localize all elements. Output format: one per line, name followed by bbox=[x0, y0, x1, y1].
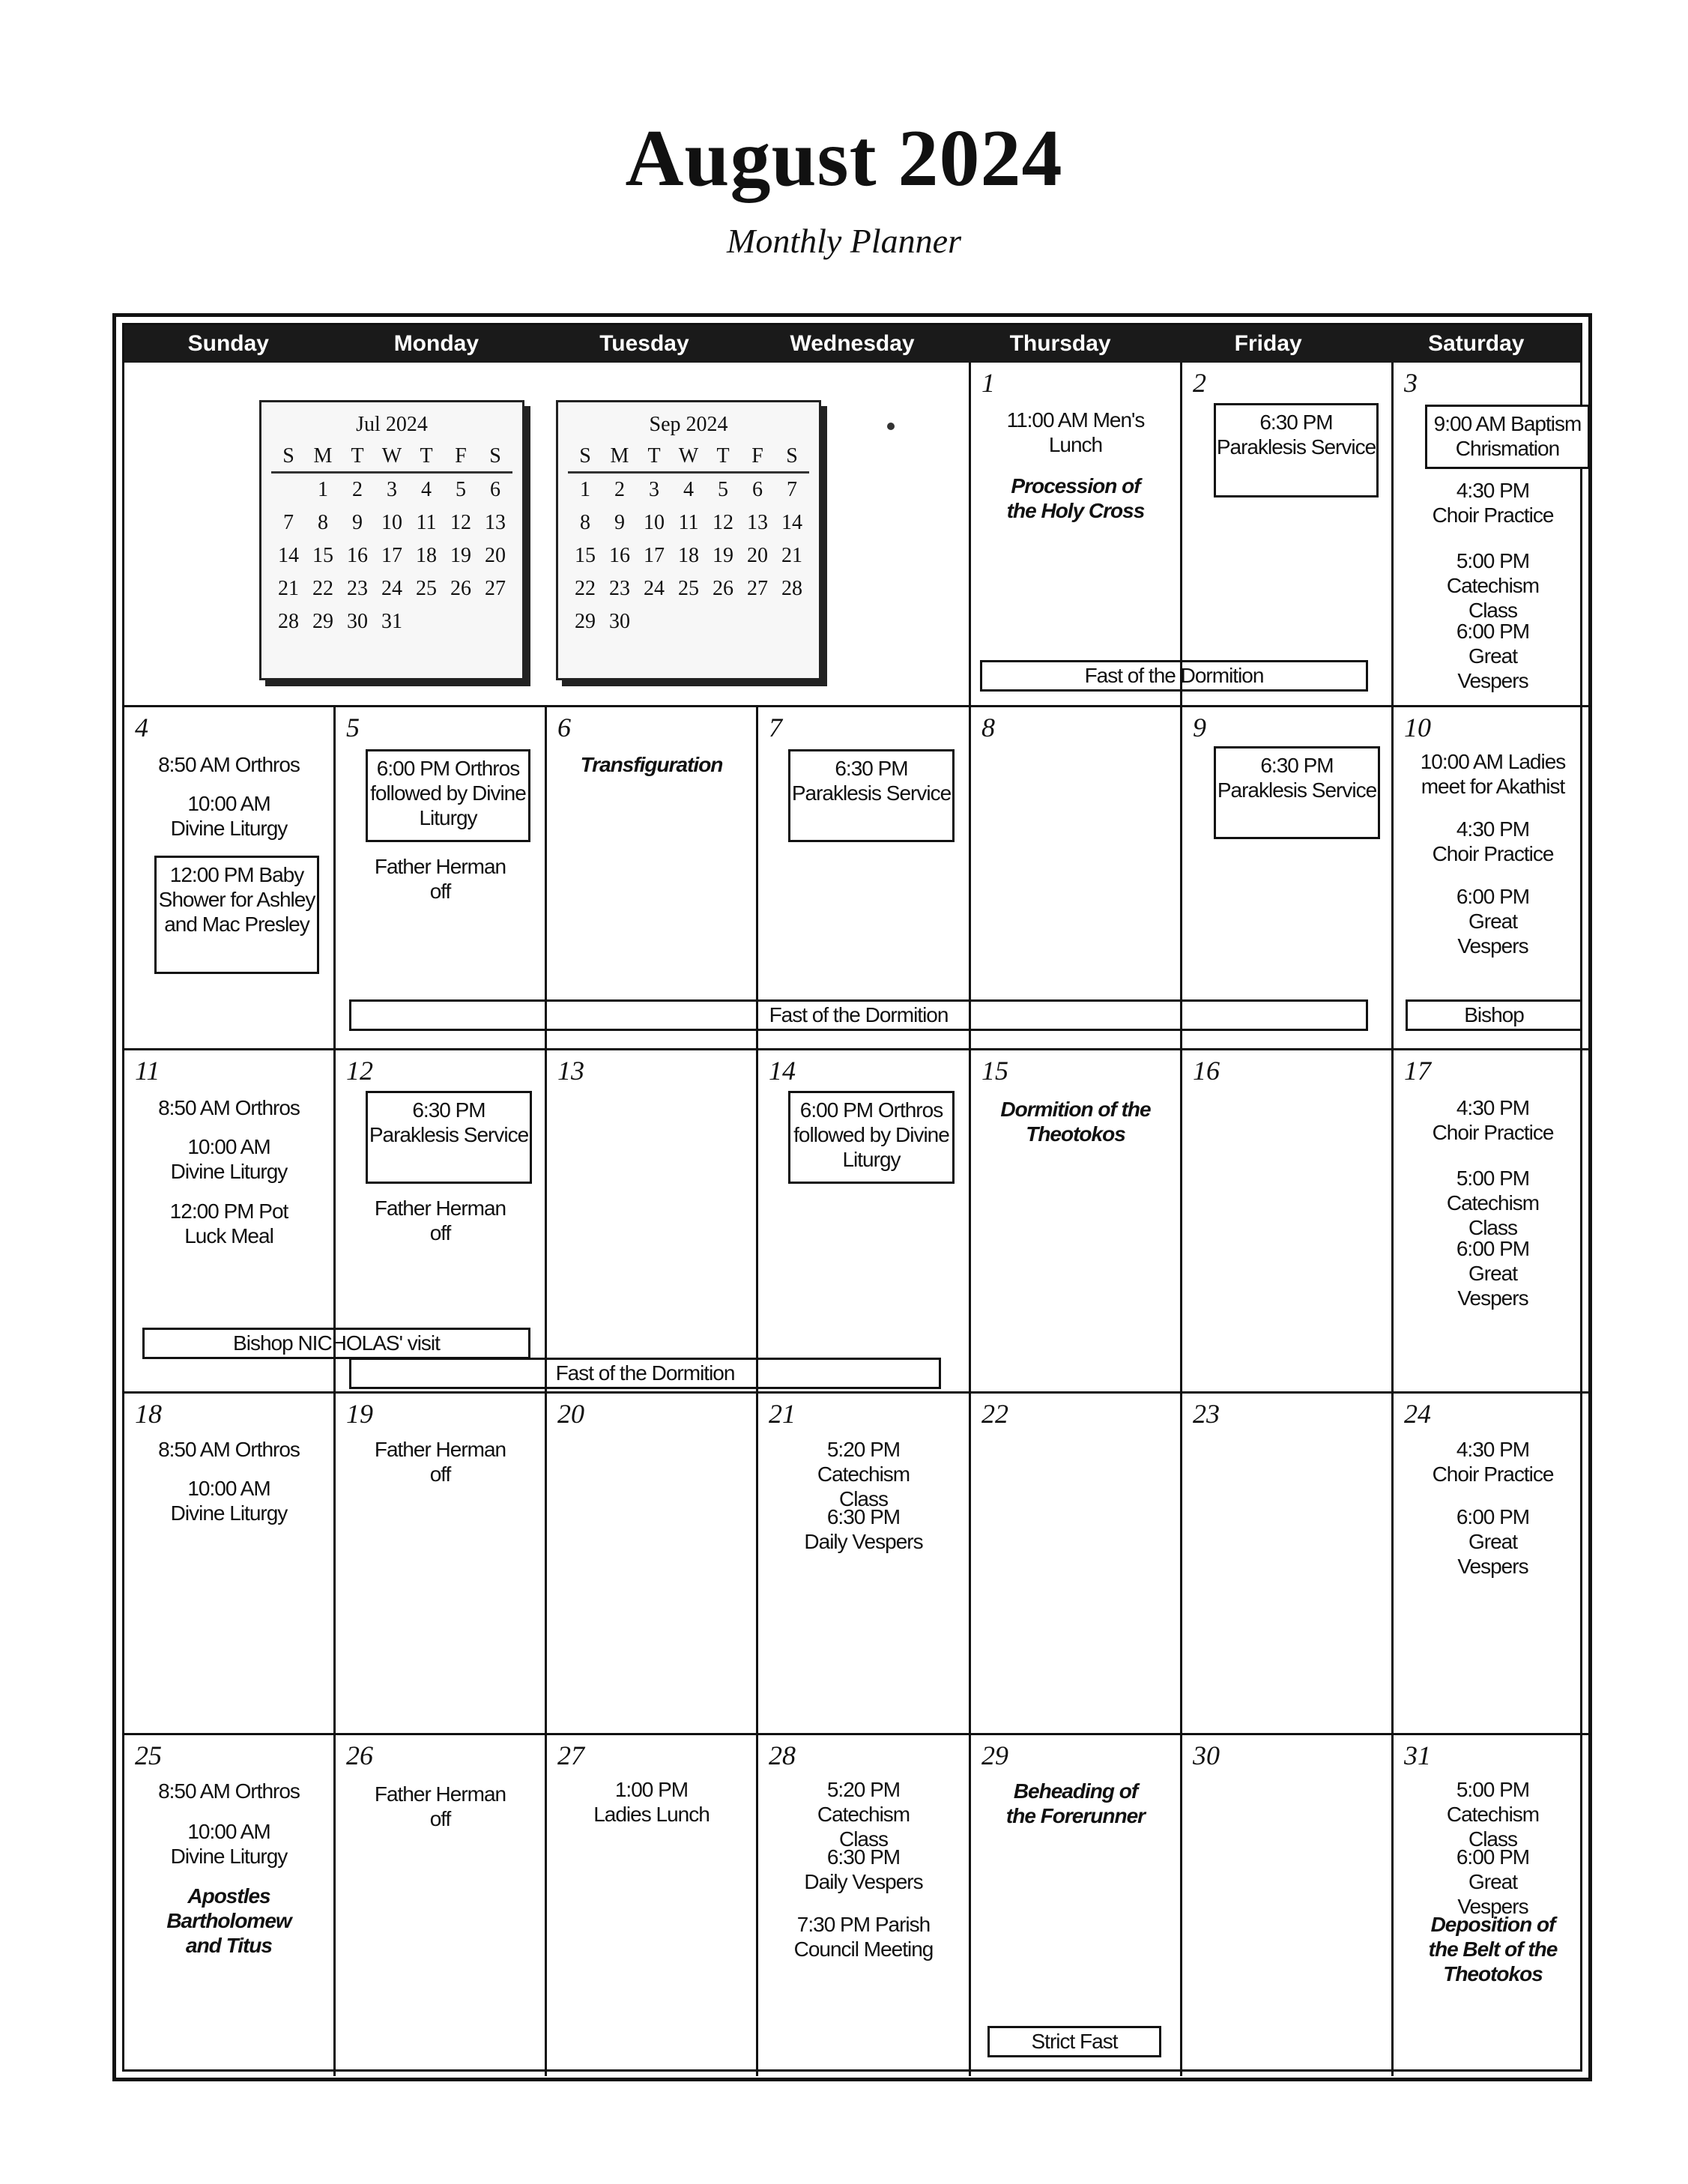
fast-banner: Fast of the Dormition bbox=[349, 1358, 941, 1389]
day-number: 31 bbox=[1404, 1740, 1431, 1770]
mini-day: 10 bbox=[381, 511, 402, 534]
day-number: 23 bbox=[1193, 1399, 1220, 1429]
mini-head: T bbox=[409, 441, 444, 473]
day-cell-25[interactable] bbox=[124, 1735, 336, 2076]
day-cell-22[interactable] bbox=[971, 1394, 1182, 1735]
mini-day: 15 bbox=[312, 544, 333, 567]
day-number: 2 bbox=[1193, 368, 1206, 398]
mini-day: 1 bbox=[580, 478, 590, 501]
mini-day bbox=[444, 605, 478, 638]
feast-text: Deposition of the Belt of the Theotokos bbox=[1428, 1913, 1558, 1985]
day-cell-16[interactable] bbox=[1182, 1050, 1394, 1394]
weekday-monday: Monday bbox=[393, 331, 480, 356]
event-text: 6:00 PM Great Vespers bbox=[1456, 885, 1530, 958]
mini-day: 2 bbox=[352, 478, 363, 501]
mini-head: F bbox=[444, 441, 478, 473]
feast-text: Procession of the Holy Cross bbox=[1006, 474, 1145, 522]
page-subtitle: Monthly Planner bbox=[727, 222, 961, 260]
event-box: 6:30 PM Paraklesis Service bbox=[366, 1091, 532, 1184]
day-cell-31[interactable] bbox=[1394, 1735, 1592, 2076]
day-number: 18 bbox=[135, 1399, 162, 1429]
day-number: 8 bbox=[981, 713, 995, 742]
event-text: 11:00 AM Men's Lunch bbox=[1006, 408, 1145, 456]
day-cell-27[interactable] bbox=[547, 1735, 758, 2076]
strict-fast-banner: Strict Fast bbox=[987, 2026, 1161, 2057]
mini-head: M bbox=[306, 441, 340, 473]
day-number: 21 bbox=[769, 1399, 796, 1429]
mini-head: S bbox=[568, 441, 602, 473]
event-box: 6:30 PM Paraklesis Service bbox=[788, 749, 955, 842]
day-number: 30 bbox=[1193, 1740, 1220, 1770]
event-box: 6:00 PM Orthros followed by Divine Liturgy bbox=[366, 749, 530, 842]
event-text: 10:00 AM Divine Liturgy bbox=[170, 1820, 288, 1868]
day-cell-18[interactable] bbox=[124, 1394, 336, 1735]
mini-day bbox=[740, 605, 775, 638]
day-number: 14 bbox=[769, 1056, 796, 1086]
event-text: Father Herman off bbox=[374, 1782, 506, 1830]
weekday-sunday: Sunday bbox=[187, 331, 269, 356]
event-text: 12:00 PM Pot Luck Meal bbox=[169, 1200, 288, 1247]
mini-day: 20 bbox=[747, 544, 768, 567]
event-text: 5:00 PM Catechism Class bbox=[1446, 549, 1540, 622]
mini-day: 15 bbox=[575, 544, 596, 567]
event-text: 5:00 PM Catechism Class bbox=[1446, 1778, 1540, 1851]
day-number: 6 bbox=[557, 713, 571, 742]
event-box: 6:30 PM Paraklesis Service bbox=[1214, 746, 1380, 839]
event-text: 5:20 PM Catechism Class bbox=[817, 1778, 910, 1851]
event-text: 5:20 PM Catechism Class bbox=[817, 1438, 910, 1510]
mini-day: 28 bbox=[278, 610, 299, 633]
mini-day: 11 bbox=[416, 511, 437, 534]
mini-day: 1 bbox=[318, 478, 328, 501]
mini-calendar-title: Sep 2024 bbox=[649, 413, 728, 436]
day-number: 27 bbox=[557, 1740, 584, 1770]
mini-calendar-sep bbox=[556, 400, 821, 680]
event-text: 6:30 PM Daily Vespers bbox=[804, 1505, 923, 1553]
day-cell-3[interactable] bbox=[1394, 363, 1592, 707]
blank-cells-week1 bbox=[124, 363, 971, 707]
event-text: 4:30 PM Choir Practice bbox=[1432, 479, 1554, 527]
day-cell-10[interactable] bbox=[1394, 707, 1592, 1050]
day-number: 13 bbox=[557, 1056, 584, 1086]
feast-text: Transfiguration bbox=[580, 753, 723, 776]
mini-day: 12 bbox=[713, 511, 733, 534]
event-box: 12:00 PM Baby Shower for Ashley and Mac Presley bbox=[154, 856, 319, 974]
mini-day: 8 bbox=[318, 511, 328, 534]
mini-day: 28 bbox=[781, 577, 802, 600]
mini-head: S bbox=[478, 441, 512, 473]
feast-text: Beheading of the Forerunner bbox=[1005, 1779, 1146, 1827]
mini-day: 4 bbox=[683, 478, 694, 501]
mini-day: 31 bbox=[381, 610, 402, 633]
event-text: Father Herman off bbox=[374, 1438, 506, 1486]
fast-banner: Fast of the Dormition bbox=[349, 999, 1368, 1031]
mini-day: 12 bbox=[450, 511, 471, 534]
mini-day: 14 bbox=[278, 544, 299, 567]
day-number: 26 bbox=[346, 1740, 373, 1770]
day-number: 12 bbox=[346, 1056, 373, 1086]
calendar-inner bbox=[122, 323, 1582, 2072]
feast-text: Dormition of the Theotokos bbox=[1000, 1098, 1151, 1146]
mini-day: 22 bbox=[575, 577, 596, 600]
day-cell-26[interactable] bbox=[336, 1735, 547, 2076]
event-text: Father Herman off bbox=[374, 855, 506, 903]
page-title: August 2024 bbox=[625, 114, 1063, 203]
event-box: 6:00 PM Orthros followed by Divine Liturgy bbox=[788, 1091, 955, 1184]
mini-day: 25 bbox=[416, 577, 437, 600]
mini-day: 6 bbox=[490, 478, 500, 501]
mini-day: 2 bbox=[614, 478, 625, 501]
mini-head: W bbox=[375, 441, 409, 473]
mini-day: 8 bbox=[580, 511, 590, 534]
mini-head: M bbox=[602, 441, 637, 473]
mini-head: T bbox=[340, 441, 375, 473]
event-text: 8:50 AM Orthros bbox=[158, 1779, 300, 1803]
day-cell-19[interactable] bbox=[336, 1394, 547, 1735]
mini-head: T bbox=[637, 441, 671, 473]
mini-day: 6 bbox=[752, 478, 763, 501]
calendar-grid bbox=[112, 313, 1592, 2081]
mini-day: 26 bbox=[450, 577, 471, 600]
event-text: 10:00 AM Divine Liturgy bbox=[170, 1477, 288, 1525]
mini-head: W bbox=[671, 441, 706, 473]
mini-head: S bbox=[271, 441, 306, 473]
mini-day: 23 bbox=[347, 577, 368, 600]
event-text: 10:00 AM Divine Liturgy bbox=[170, 792, 288, 840]
day-cell-17[interactable] bbox=[1394, 1050, 1592, 1394]
mini-day: 24 bbox=[381, 577, 402, 600]
mini-day: 5 bbox=[718, 478, 728, 501]
mini-day: 18 bbox=[416, 544, 437, 567]
bishop-visit-banner: Bishop NICHOLAS' visit bbox=[142, 1328, 530, 1359]
event-text: 10:00 AM Ladies meet for Akathist bbox=[1420, 750, 1566, 798]
mini-day: 17 bbox=[381, 544, 402, 567]
mini-day: 29 bbox=[312, 610, 333, 633]
weekday-friday: Friday bbox=[1234, 331, 1302, 356]
mini-day: 9 bbox=[352, 511, 363, 534]
event-text: 5:00 PM Catechism Class bbox=[1446, 1167, 1540, 1239]
day-number: 15 bbox=[981, 1056, 1008, 1086]
mini-day: 11 bbox=[678, 511, 699, 534]
mini-head: T bbox=[706, 441, 740, 473]
mini-head: F bbox=[740, 441, 775, 473]
mini-day bbox=[271, 473, 306, 507]
event-text: 6:00 PM Great Vespers bbox=[1456, 1505, 1530, 1578]
day-number: 20 bbox=[557, 1399, 584, 1429]
mini-day bbox=[478, 605, 512, 638]
day-number: 7 bbox=[769, 713, 782, 742]
mini-calendar-jul bbox=[259, 400, 524, 680]
event-text: Father Herman off bbox=[374, 1197, 506, 1244]
day-cell-30[interactable] bbox=[1182, 1735, 1394, 2076]
mini-day: 29 bbox=[575, 610, 596, 633]
mini-day: 16 bbox=[347, 544, 368, 567]
weekday-wednesday: Wednesday bbox=[790, 331, 915, 356]
day-number: 24 bbox=[1404, 1399, 1431, 1429]
mini-day: 3 bbox=[387, 478, 397, 501]
mini-head: S bbox=[775, 441, 809, 473]
feast-text: Apostles Bartholomew and Titus bbox=[166, 1884, 291, 1957]
mini-calendar-title: Jul 2024 bbox=[356, 413, 428, 436]
mini-day: 19 bbox=[450, 544, 471, 567]
mini-day bbox=[775, 605, 809, 638]
day-number: 9 bbox=[1193, 713, 1206, 742]
mini-day: 30 bbox=[609, 610, 630, 633]
fast-banner: Fast of the Dormition bbox=[980, 660, 1368, 692]
mini-day: 27 bbox=[747, 577, 768, 600]
event-text: 7:30 PM Parish Council Meeting bbox=[793, 1913, 934, 1961]
event-text: 8:50 AM Orthros bbox=[158, 753, 300, 776]
mini-day: 20 bbox=[485, 544, 506, 567]
event-text: 10:00 AM Divine Liturgy bbox=[170, 1135, 288, 1183]
mini-day: 21 bbox=[278, 577, 299, 600]
day-number: 25 bbox=[135, 1740, 162, 1770]
mini-day: 7 bbox=[283, 511, 294, 534]
mini-day: 30 bbox=[347, 610, 368, 633]
day-cell-20[interactable] bbox=[547, 1394, 758, 1735]
mini-day: 27 bbox=[485, 577, 506, 600]
mini-day: 10 bbox=[644, 511, 665, 534]
day-cell-29[interactable] bbox=[971, 1735, 1182, 2076]
event-text: 4:30 PM Choir Practice bbox=[1432, 1096, 1554, 1144]
bishop-banner: Bishop bbox=[1406, 999, 1582, 1031]
mini-day: 13 bbox=[747, 511, 768, 534]
event-text: 6:00 PM Great Vespers bbox=[1456, 1845, 1530, 1918]
mini-day bbox=[706, 605, 740, 638]
mini-day: 16 bbox=[609, 544, 630, 567]
event-text: 1:00 PM Ladies Lunch bbox=[593, 1778, 710, 1826]
event-text: 4:30 PM Choir Practice bbox=[1432, 817, 1554, 865]
mini-day: 7 bbox=[787, 478, 797, 501]
day-cell-2[interactable] bbox=[1182, 363, 1394, 707]
paper-speck bbox=[887, 423, 895, 430]
day-cell-24[interactable] bbox=[1394, 1394, 1592, 1735]
mini-day: 3 bbox=[649, 478, 659, 501]
mini-day: 21 bbox=[781, 544, 802, 567]
day-cell-23[interactable] bbox=[1182, 1394, 1394, 1735]
weekday-saturday: Saturday bbox=[1428, 331, 1525, 356]
mini-day: 25 bbox=[678, 577, 699, 600]
day-cell-14[interactable] bbox=[758, 1050, 971, 1394]
day-cell-1[interactable] bbox=[971, 363, 1182, 707]
event-text: 6:30 PM Daily Vespers bbox=[804, 1845, 923, 1893]
day-number: 10 bbox=[1404, 713, 1431, 742]
day-number: 17 bbox=[1404, 1056, 1431, 1086]
day-cell-13[interactable] bbox=[547, 1050, 758, 1394]
event-box: 9:00 AM Baptism Chrismation bbox=[1425, 405, 1590, 469]
mini-day bbox=[637, 605, 671, 638]
day-cell-28[interactable] bbox=[758, 1735, 971, 2076]
event-text: 6:00 PM Great Vespers bbox=[1456, 620, 1530, 692]
day-number: 5 bbox=[346, 713, 360, 742]
day-number: 11 bbox=[135, 1056, 160, 1086]
weekday-thursday: Thursday bbox=[1009, 331, 1111, 356]
mini-day: 5 bbox=[456, 478, 466, 501]
day-cell-21[interactable] bbox=[758, 1394, 971, 1735]
event-text: 4:30 PM Choir Practice bbox=[1432, 1438, 1554, 1486]
mini-day: 23 bbox=[609, 577, 630, 600]
mini-day: 4 bbox=[421, 478, 432, 501]
mini-day: 24 bbox=[644, 577, 665, 600]
day-number: 29 bbox=[981, 1740, 1008, 1770]
mini-calendar-table bbox=[568, 441, 809, 638]
mini-calendar-table bbox=[271, 441, 512, 638]
weekday-header bbox=[124, 325, 1580, 363]
weekday-tuesday: Tuesday bbox=[599, 331, 689, 356]
mini-day: 22 bbox=[312, 577, 333, 600]
event-text: 6:00 PM Great Vespers bbox=[1456, 1237, 1530, 1310]
event-text: 8:50 AM Orthros bbox=[158, 1096, 300, 1119]
day-cell-15[interactable] bbox=[971, 1050, 1182, 1394]
mini-day: 26 bbox=[713, 577, 733, 600]
day-number: 3 bbox=[1404, 368, 1418, 398]
event-box: 6:30 PM Paraklesis Service bbox=[1214, 403, 1379, 497]
mini-day: 14 bbox=[781, 511, 802, 534]
mini-day: 19 bbox=[713, 544, 733, 567]
day-number: 1 bbox=[981, 368, 995, 398]
mini-day: 17 bbox=[644, 544, 665, 567]
day-number: 22 bbox=[981, 1399, 1008, 1429]
mini-day: 9 bbox=[614, 511, 625, 534]
day-number: 4 bbox=[135, 713, 148, 742]
mini-day: 13 bbox=[485, 511, 506, 534]
event-text: 8:50 AM Orthros bbox=[158, 1438, 300, 1461]
mini-day: 18 bbox=[678, 544, 699, 567]
mini-day bbox=[409, 605, 444, 638]
day-number: 16 bbox=[1193, 1056, 1220, 1086]
day-number: 19 bbox=[346, 1399, 373, 1429]
day-cell-4[interactable] bbox=[124, 707, 336, 1050]
day-number: 28 bbox=[769, 1740, 796, 1770]
mini-day bbox=[671, 605, 706, 638]
